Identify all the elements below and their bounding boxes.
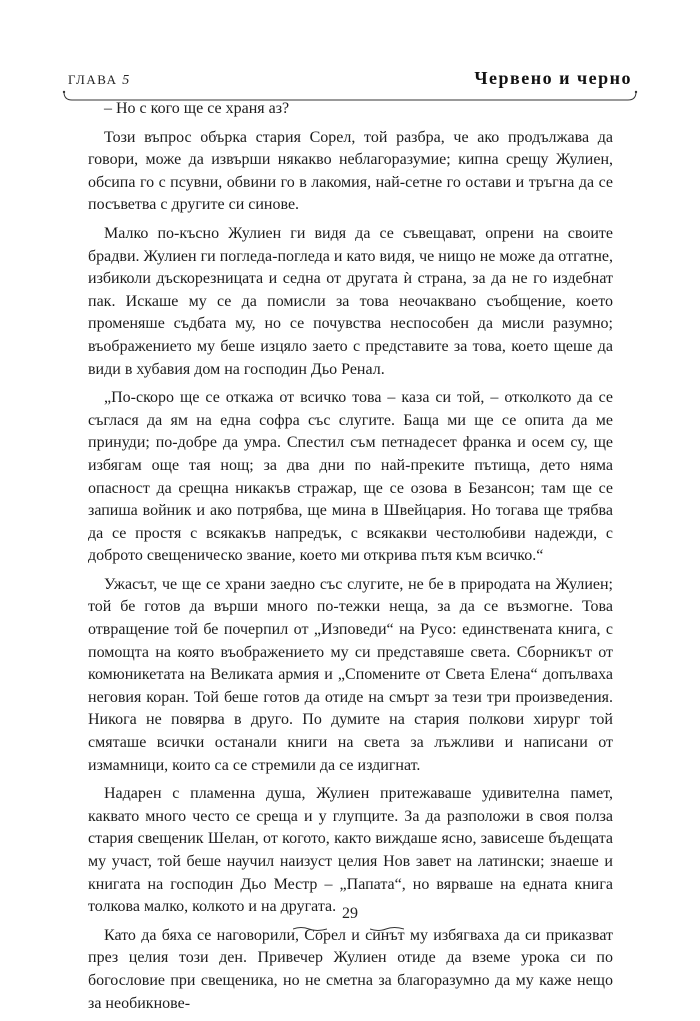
page-footer (0, 905, 700, 931)
paragraph: „По-скоро ще се откажа от всичко това – каза си той, – отколкото да се съглася да ям на една софра със слугите. Баща ми ще се опита да ме принуди; по-добре да умра. Спестил съм петнадесет франка и осем су, ще избягам още тая нощ; за два дни по най-преките пътища, дето няма опасност да срещна никакъв стражар, ще се озова в Безансон; там ще се запиша войник и ако потрябва, ще мина в Швейцария. Но тогава ще трябва да се простя с всякакъв напредък, с всякакви честолюбиви надежди, с доброто свещеническо звание, което ми открива пътя към всичко.“ (88, 389, 613, 565)
paragraph: Ужасът, че ще се храни заедно със слугите, не бе в природата на Жулиен; той бе готов да върши много по-тежки неща, за да се възмогне. Това отвращение той бе почерпил от „Изповеди“ на Русо: единствената книга, с помощта на която въображението му си представяше света. Сборникът от комюникетата на Великата армия и „Спомените от Света Елена“ допълваха неговия коран. Той беше готов да отиде на смърт за тези три произведения. Никога не повярва в друго. По думите на стария полкови хирург той смяташе всички останали книги на света за лъжливи и написани от измамници, които са се стремили да се издигнат. (88, 575, 613, 774)
book-title: Червено и черно (474, 68, 632, 88)
page-number: 29 (342, 905, 358, 922)
paragraph: Надарен с пламенна душа, Жулиен притежаваше удивителна памет, каквато много често се среща и у глупците. За да разположи в своя полза стария свещеник Шелан, от когото, както виждаше ясно, зависеше бъдещата му участ, той беше научил наизуст целия Нов завет на латински; знаеше и книгата на господин Дьо Местр – „Папата“, но вярваше на едната книга толкова малко, колкото и на другата. (88, 785, 613, 916)
paragraph: – Но с кого ще се храня аз? (104, 100, 290, 117)
footer-ornament-right (370, 917, 404, 936)
paragraph: Този въпрос обърка стария Сорел, той разбра, че ако продължава да говори, може да извърши някакво неблагоразумие; кипна срещу Жулиен, обсипа го с псувни, обвини го в лакомия, най-сетне го остави и тръгна да се посъветва с другите си синове. (88, 128, 613, 214)
chapter-label (68, 72, 129, 89)
paragraph: Като да бяха се наговорили, Сорел и синът му избягваха да си приказват през целия този ден. Привечер Жулиен отиде да вземе урока си по богословие при свещеника, но не сметна за благоразумно да му каже нещо за необикнове- (88, 926, 613, 1012)
page-body (88, 98, 613, 1021)
running-header (62, 66, 638, 90)
chapter-label-text: ГЛАВА (68, 72, 118, 87)
chapter-number: 5 (122, 73, 130, 88)
paragraph: Малко по-късно Жулиен ги видя да се съвещават, опрени на своите брадви. Жулиен ги погледа-погледа и като видя, че нищо не може да отгатне, избиколи дъскорезницата и седна от другата ѝ страна, за да не го издебнат пак. Искаше му се да помисли за това неочаквано съобщение, което променяше съдбата му, но се почувства неспособен да мисли разумно; въображението му беше изцяло заето с представите за това, което щеше да види в хубавия дом на господин Дьо Ренал. (88, 224, 613, 378)
